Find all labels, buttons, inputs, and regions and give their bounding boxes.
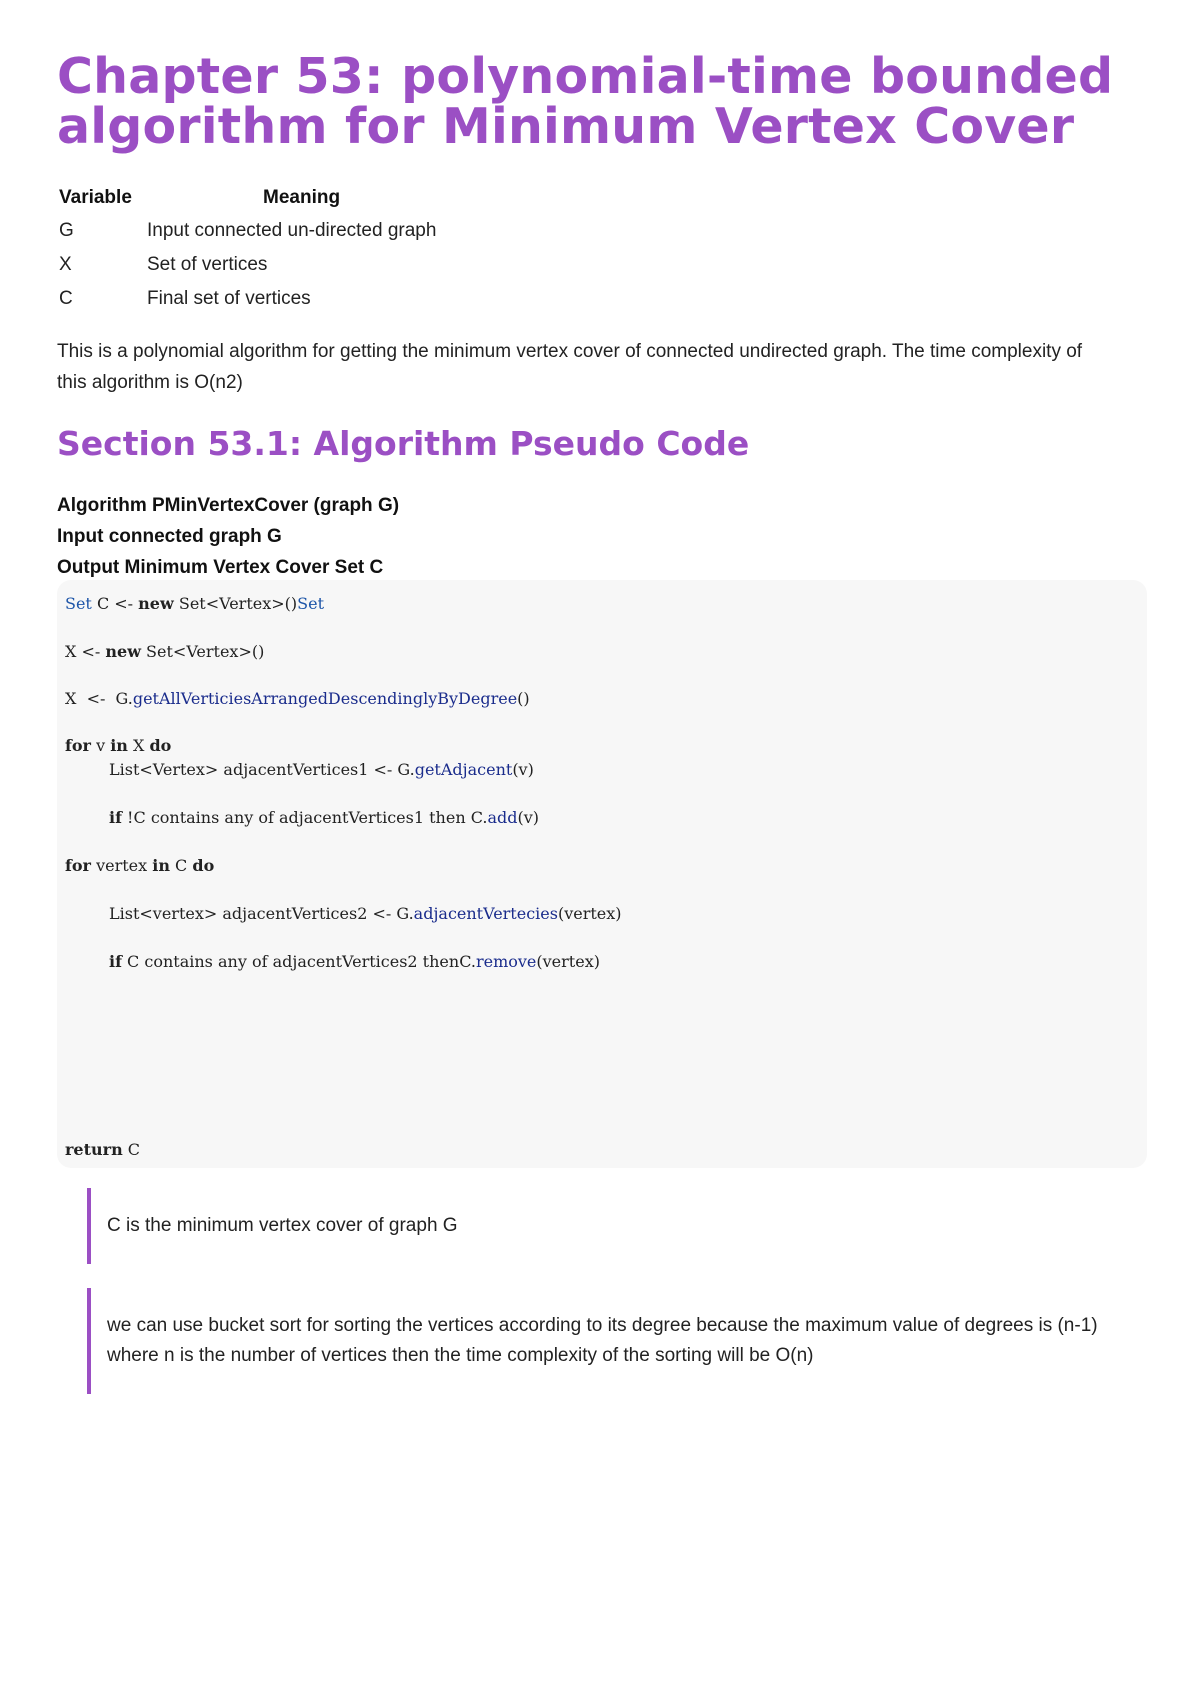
code-token: G. <box>115 689 133 708</box>
code-keyword: in <box>110 736 128 755</box>
code-token: !C contains any of adjacentVertices1 then C. <box>121 808 488 827</box>
code-keyword: return <box>65 1140 123 1159</box>
algorithm-output: Output Minimum Vertex Cover Set C <box>57 557 384 578</box>
chapter-title: Chapter 53: polynomial-time bounded algorithm for Minimum Vertex Cover <box>57 48 1114 155</box>
algorithm-input: Input connected graph G <box>57 526 282 547</box>
code-line-3 <box>65 689 530 708</box>
variable-cell: X <box>59 254 72 275</box>
code-token: Set<Vertex>() <box>173 594 298 613</box>
table-row <box>57 248 436 282</box>
code-token: X <- <box>65 642 106 661</box>
code-keyword: new <box>138 594 174 613</box>
table-row <box>57 214 436 248</box>
pseudo-code-block <box>57 580 1147 1168</box>
code-keyword: for <box>65 856 91 875</box>
section-title: Section 53.1: Algorithm Pseudo Code <box>57 424 750 463</box>
code-token: C <box>122 1140 141 1159</box>
code-line-5 <box>109 760 534 779</box>
intro-paragraph: This is a polynomial algorithm for getting the minimum vertex cover of connected undirected graph. The time complexity of this algorithm is O(n2) <box>57 341 1083 393</box>
code-line-9 <box>109 952 600 971</box>
code-token: Set<Vertex>() <box>140 642 265 661</box>
code-line-1 <box>65 594 324 613</box>
code-token: () <box>517 689 530 708</box>
variable-cell: C <box>59 288 73 309</box>
algorithm-header <box>57 490 399 583</box>
code-token: C <- <box>91 594 139 613</box>
code-function: add <box>487 808 518 827</box>
code-keyword: do <box>149 736 172 755</box>
table-row <box>57 282 436 316</box>
code-token: X <- <box>65 689 116 708</box>
note-text: C is the minimum vertex cover of graph G <box>107 1215 458 1236</box>
code-token: C <box>169 856 193 875</box>
code-keyword: in <box>152 856 170 875</box>
variable-cell: G <box>59 220 74 241</box>
code-line-6 <box>109 808 539 827</box>
code-token: List<Vertex> adjacentVertices1 <- G. <box>109 760 415 779</box>
code-function: adjacentVertecies <box>413 904 558 923</box>
code-keyword: if <box>109 952 122 971</box>
meaning-cell: Final set of vertices <box>147 288 311 309</box>
code-token: X <box>127 736 150 755</box>
code-token: (v) <box>512 760 534 779</box>
variables-table <box>57 186 436 316</box>
code-function: getAdjacent <box>414 760 513 779</box>
code-token: (vertex) <box>557 904 622 923</box>
code-keyword: for <box>65 736 91 755</box>
code-token: v <box>90 736 111 755</box>
header-meaning: Meaning <box>263 187 341 208</box>
code-function: remove <box>475 952 537 971</box>
algorithm-signature: Algorithm PMinVertexCover (graph G) <box>57 495 400 516</box>
meaning-cell: Set of vertices <box>147 254 268 275</box>
note-blockquote <box>87 1288 1107 1394</box>
code-token: List<vertex> adjacentVertices2 <- G. <box>109 904 414 923</box>
meaning-cell: Input connected un-directed graph <box>147 220 437 241</box>
code-token: C contains any of adjacentVertices2 thenC. <box>121 952 476 971</box>
code-token: Set <box>65 594 92 613</box>
code-function: getAllVerticiesArrangedDescendinglyByDegree <box>132 689 518 708</box>
header-variable: Variable <box>59 187 132 208</box>
table-header-row <box>57 186 436 214</box>
code-token: (v) <box>517 808 540 827</box>
code-line-2 <box>65 642 264 661</box>
code-line-8 <box>109 904 622 923</box>
code-keyword: if <box>109 808 122 827</box>
code-keyword: do <box>192 856 215 875</box>
code-keyword: new <box>105 642 141 661</box>
note-blockquote <box>87 1188 458 1264</box>
code-line-10 <box>65 1140 140 1159</box>
code-line-7 <box>65 856 214 875</box>
code-token: Set <box>297 594 324 613</box>
code-token: vertex <box>90 856 153 875</box>
note-text: we can use bucket sort for sorting the vertices according to its degree because the maximum value of degrees is (n-1) where n is the number of vertices then the time complexity of the sorting will be O(n) <box>107 1315 1098 1366</box>
code-line-4 <box>65 736 171 755</box>
code-token: (vertex) <box>536 952 600 971</box>
